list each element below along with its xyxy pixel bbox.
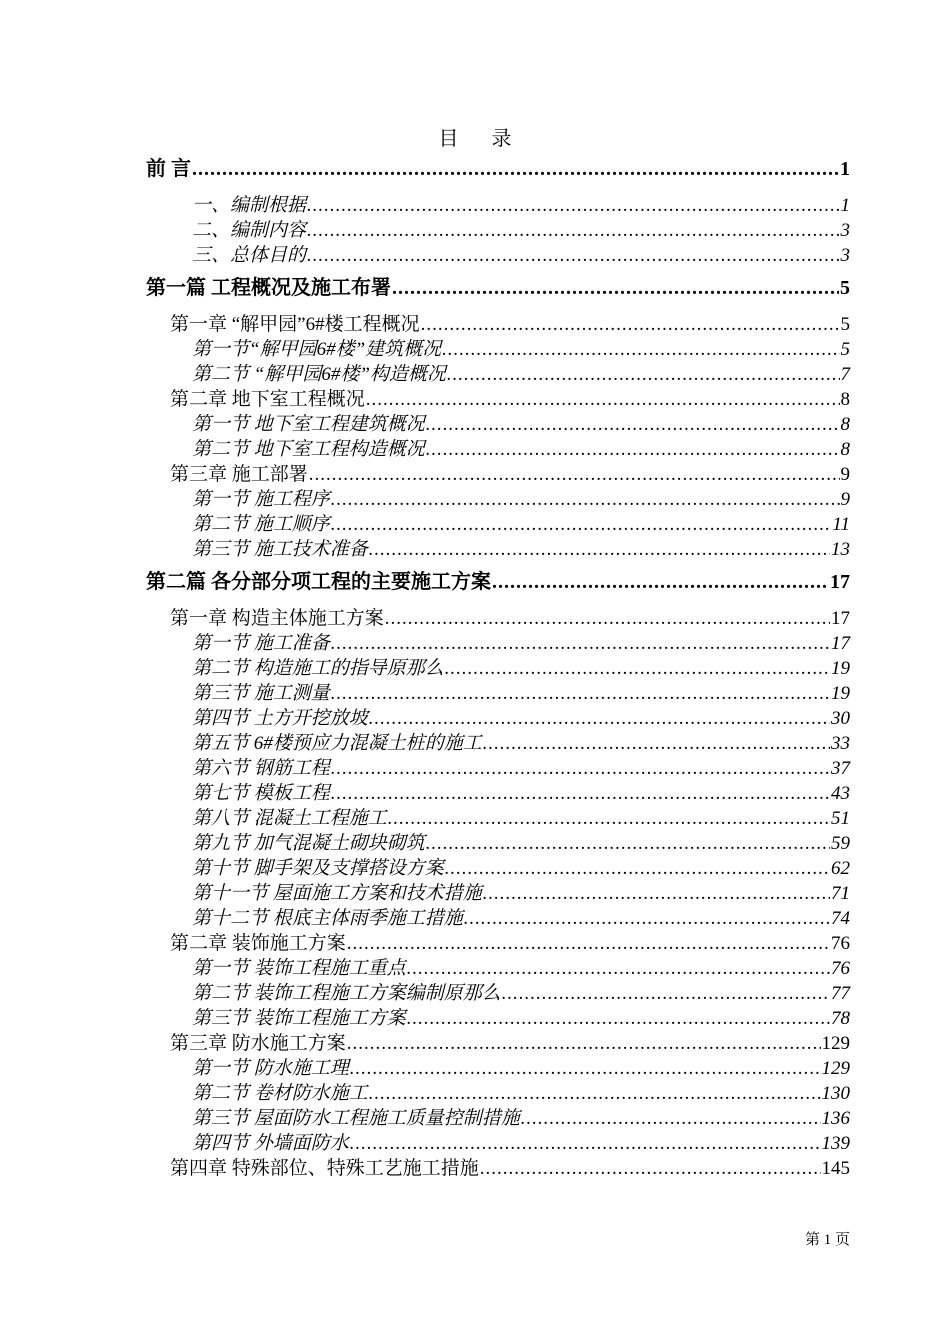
toc-entry-page: 62 [831,858,850,879]
toc-entry[interactable] [146,706,850,731]
toc-leader-dots [442,337,839,362]
toc-entry[interactable] [146,1131,850,1156]
toc-entry-page: 13 [831,539,850,560]
toc-entry-page: 37 [831,758,850,779]
toc-entry-page: 71 [831,883,850,904]
toc-leader-dots [445,856,830,881]
toc-entry[interactable] [146,274,850,302]
toc-leader-dots [331,631,830,656]
toc-entry-label: 第三章 防水施工方案 [170,1033,346,1054]
toc-entry-label: 第三节 屋面防水工程施工质量控制措施 [192,1108,520,1129]
toc-entry-page: 129 [821,1033,850,1054]
toc-leader-dots [369,706,830,731]
toc-leader-dots [331,681,830,706]
toc-leader-dots [331,781,830,806]
toc-entry-page: 9 [840,489,850,510]
toc-entry[interactable] [146,931,850,956]
toc-leader-dots [307,243,839,268]
toc-entry-page: 139 [821,1133,850,1154]
toc-entry-label: 三、总体目的 [192,245,307,266]
toc-entry-label: 第一章 构造主体施工方案 [170,608,384,629]
toc-entry-label: 第一节 施工准备 [192,633,330,654]
toc-entry[interactable] [146,1081,850,1106]
toc-leader-dots [426,831,830,856]
toc-entry-label: 第一节 地下室工程建筑概况 [192,414,425,435]
toc-entry-page: 11 [832,514,850,535]
toc-leader-dots [407,956,830,981]
toc-entry-page: 8 [840,389,850,410]
toc-entry[interactable] [146,412,850,437]
toc-leader-dots [421,312,840,337]
toc-entry-label: 第七节 模板工程 [192,783,330,804]
toc-entry-label: 第四章 特殊部位、特殊工艺施工措施 [170,1158,479,1179]
toc-entry-label: 一、编制根据 [192,195,307,216]
toc-entry-label: 第一节 装饰工程施工重点 [192,958,406,979]
toc-entry-label: 第三节 施工测量 [192,683,330,704]
toc-entry-label: 二、编制内容 [192,220,307,241]
toc-entry-label: 第一节“解甲园6#楼”建筑概况 [192,339,442,360]
toc-entry-page: 9 [840,464,850,485]
toc-entry[interactable] [146,512,850,537]
toc-entry-label: 第三节 施工技术准备 [192,539,368,560]
toc-entry-page: 59 [831,833,850,854]
toc-entry-label: 第三章 施工部署 [170,464,308,485]
toc-entry[interactable] [146,956,850,981]
toc-entry-page: 74 [831,908,850,929]
toc-entry-page: 30 [831,708,850,729]
toc-entry-page: 76 [831,958,850,979]
toc-leader-dots [369,1081,821,1106]
toc-leader-dots [483,731,830,756]
toc-entry[interactable] [146,568,850,596]
toc-leader-dots [347,931,830,956]
toc-leader-dots [307,218,839,243]
toc-leader-dots [331,487,840,512]
toc-entry[interactable] [146,681,850,706]
toc-leader-dots [445,656,830,681]
toc-entry-page: 8 [840,439,850,460]
table-of-contents [146,155,850,1181]
toc-entry-page: 3 [840,220,850,241]
toc-entry[interactable] [146,631,850,656]
toc-leader-dots [366,387,840,412]
toc-entry-page: 17 [830,571,850,593]
toc-entry[interactable] [146,462,850,487]
toc-entry-page: 8 [840,414,850,435]
toc-entry-page: 19 [831,658,850,679]
toc-entry-label: 第二章 地下室工程概况 [170,389,365,410]
toc-entry[interactable] [146,487,850,512]
toc-leader-dots [331,756,830,781]
toc-entry-label: 第二节 “解甲园6#楼”构造概况 [192,364,446,385]
toc-entry-label: 第十一节 屋面施工方案和技术措施 [192,883,482,904]
toc-entry-label: 第一章 “解甲园”6#楼工程概况 [170,314,420,335]
toc-entry-label: 第二节 装饰工程施工方案编制原那么 [192,983,501,1004]
toc-leader-dots [385,606,830,631]
toc-entry-page: 5 [840,314,850,335]
toc-entry-label: 第四节 外墙面防水 [192,1133,349,1154]
toc-entry-page: 19 [831,683,850,704]
toc-entry[interactable] [146,1056,850,1081]
toc-entry-label: 前 言 [146,158,191,180]
toc-entry-page: 130 [821,1083,850,1104]
toc-entry-label: 第一篇 工程概况及施工布署 [146,277,391,299]
toc-entry[interactable] [146,1031,850,1056]
toc-entry-label: 第二节 构造施工的指导原那么 [192,658,444,679]
toc-entry-page: 43 [831,783,850,804]
toc-entry[interactable] [146,906,850,931]
toc-entry-page: 17 [831,608,850,629]
toc-entry-label: 第八节 混凝土工程施工 [192,808,387,829]
toc-entry-page: 76 [831,933,850,954]
toc-entry-label: 第一节 施工程序 [192,489,330,510]
toc-entry[interactable] [146,1006,850,1031]
toc-entry-label: 第四节 土方开挖放坡 [192,708,368,729]
toc-entry[interactable] [146,387,850,412]
toc-entry-page: 51 [831,808,850,829]
toc-entry-page: 7 [840,364,850,385]
toc-leader-dots [347,1031,821,1056]
toc-leader-dots [392,274,839,302]
toc-entry-page: 5 [840,277,850,299]
toc-entry-page: 136 [821,1108,850,1129]
toc-leader-dots [192,155,839,183]
toc-entry[interactable] [146,981,850,1006]
toc-entry-label: 第十二节 根底主体雨季施工措施 [192,908,463,929]
toc-entry-label: 第二节 地下室工程构造概况 [192,439,425,460]
toc-entry[interactable] [146,362,850,387]
toc-leader-dots [388,806,830,831]
toc-entry[interactable] [146,437,850,462]
toc-entry[interactable] [146,781,850,806]
toc-entry-label: 第十节 脚手架及支撑搭设方案 [192,858,444,879]
toc-entry[interactable] [146,1156,850,1181]
toc-leader-dots [480,1156,821,1181]
toc-leader-dots [309,462,840,487]
toc-leader-dots [350,1131,821,1156]
toc-leader-dots [464,906,830,931]
toc-leader-dots [426,437,840,462]
toc-entry[interactable] [146,337,850,362]
toc-leader-dots [447,362,840,387]
toc-entry-label: 第九节 加气混凝土砌块砌筑 [192,833,425,854]
toc-entry[interactable] [146,243,850,268]
toc-entry-page: 145 [821,1158,850,1179]
toc-entry[interactable] [146,656,850,681]
toc-entry-page: 1 [840,195,850,216]
page-title: 目 录 [438,128,526,150]
toc-leader-dots [407,1006,830,1031]
toc-leader-dots [426,412,840,437]
toc-entry[interactable] [146,218,850,243]
toc-entry-page: 129 [821,1058,850,1079]
toc-leader-dots [350,1056,821,1081]
toc-entry[interactable] [146,155,850,183]
toc-leader-dots [483,881,830,906]
toc-leader-dots [492,568,829,596]
toc-leader-dots [502,981,830,1006]
toc-entry-label: 第二章 装饰施工方案 [170,933,346,954]
toc-leader-dots [331,512,832,537]
toc-entry-page: 5 [840,339,850,360]
toc-entry-label: 第二节 施工顺序 [192,514,330,535]
toc-entry-label: 第二节 卷材防水施工 [192,1083,368,1104]
toc-entry[interactable] [146,312,850,337]
toc-entry[interactable] [146,731,850,756]
toc-entry-label: 第二篇 各分部分项工程的主要施工方案 [146,571,491,593]
toc-entry-label: 第一节 防水施工理 [192,1058,349,1079]
toc-entry-page: 78 [831,1008,850,1029]
toc-entry-page: 1 [840,158,850,180]
toc-entry[interactable] [146,193,850,218]
toc-leader-dots [369,537,830,562]
toc-entry-label: 第六节 钢筋工程 [192,758,330,779]
toc-leader-dots [307,193,839,218]
toc-entry-page: 17 [831,633,850,654]
toc-entry[interactable] [146,881,850,906]
toc-entry-label: 第五节 6#楼预应力混凝土桩的施工 [192,733,482,754]
toc-entry-page: 33 [831,733,850,754]
toc-leader-dots [521,1106,821,1131]
toc-entry[interactable] [146,1106,850,1131]
page-number: 第 1 页 [804,1232,850,1248]
toc-entry[interactable] [146,756,850,781]
toc-entry[interactable] [146,537,850,562]
toc-entry[interactable] [146,606,850,631]
toc-entry[interactable] [146,856,850,881]
toc-entry-page: 77 [831,983,850,1004]
toc-entry[interactable] [146,806,850,831]
toc-entry-page: 3 [840,245,850,266]
toc-entry[interactable] [146,831,850,856]
toc-entry-label: 第三节 装饰工程施工方案 [192,1008,406,1029]
